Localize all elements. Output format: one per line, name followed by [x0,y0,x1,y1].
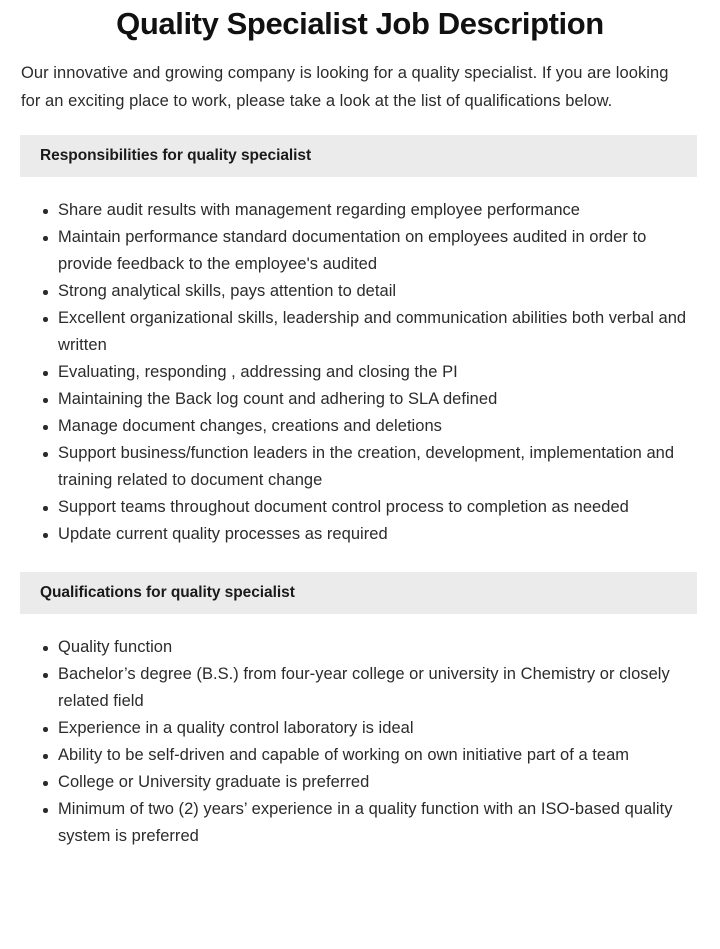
list-item: Manage document changes, creations and deletions [0,413,720,440]
spacer-between-sections [0,548,720,572]
section-header-bar-qualifications [20,572,697,614]
list-item: Evaluating, responding , addressing and closing the PI [0,359,720,386]
section-responsibilities [0,135,720,548]
list-item: Maintaining the Back log count and adhering to SLA defined [0,386,720,413]
intro-paragraph: Our innovative and growing company is looking for a quality specialist. If you are looking for an exciting place to work, please take a look at the list of qualifications below. [21,64,669,110]
list-item: Share audit results with management regarding employee performance [0,197,720,224]
spacer-after-bar-qualifications [0,614,720,634]
list-item: Support teams throughout document control process to completion as needed [0,494,720,521]
responsibilities-list [0,197,720,548]
list-item: College or University graduate is preferred [0,769,720,796]
section-heading-responsibilities: Responsibilities for quality specialist [40,147,312,164]
list-item: Maintain performance standard documentation on employees audited in order to provide feedback to the employee's audited [0,224,720,278]
list-item: Experience in a quality control laboratory is ideal [0,715,720,742]
list-item: Minimum of two (2) years’ experience in a quality function with an ISO-based quality system is preferred [0,796,720,850]
section-heading-qualifications: Qualifications for quality specialist [40,584,295,601]
spacer-after-bar-responsibilities [0,177,720,197]
list-item: Update current quality processes as required [0,521,720,548]
list-item: Strong analytical skills, pays attention to detail [0,278,720,305]
list-item: Quality function [0,634,720,661]
qualifications-list [0,634,720,850]
section-qualifications [0,572,720,850]
list-item: Ability to be self-driven and capable of working on own initiative part of a team [0,742,720,769]
list-item: Excellent organizational skills, leadership and communication abilities both verbal and written [0,305,720,359]
list-item: Bachelor’s degree (B.S.) from four-year college or university in Chemistry or closely related field [0,661,720,715]
spacer-after-intro [0,115,720,135]
page-title: Quality Specialist Job Description [116,6,604,41]
section-header-bar-responsibilities [20,135,697,177]
list-item: Support business/function leaders in the creation, development, implementation and training related to document change [0,440,720,494]
